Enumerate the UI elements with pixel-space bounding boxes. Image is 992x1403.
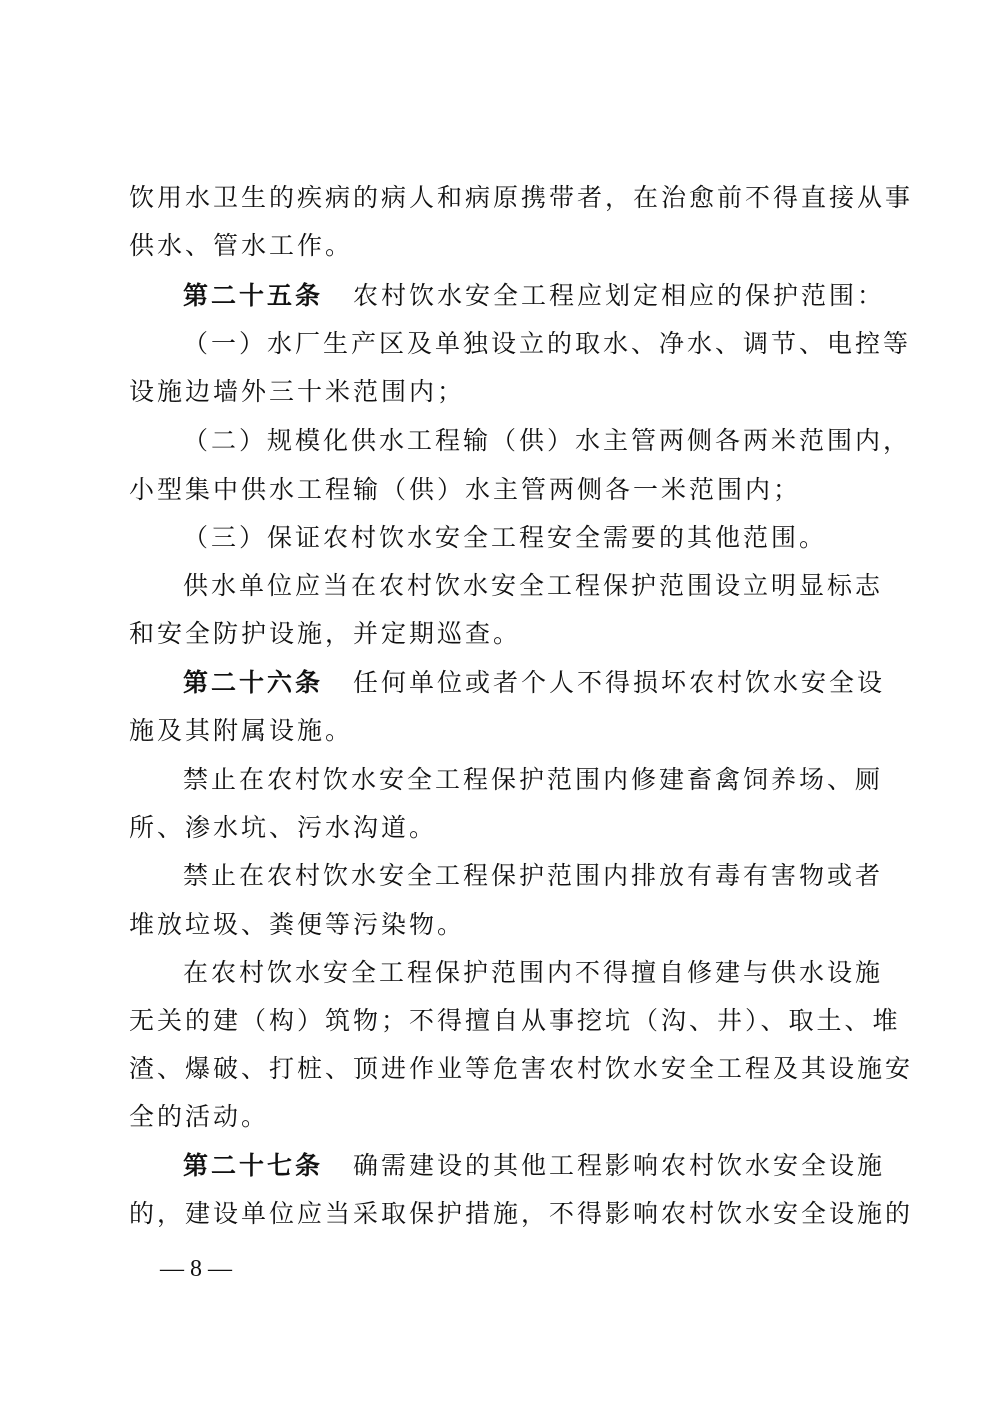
text-line bbox=[183, 760, 884, 800]
line-text: （一）水厂生产区及单独设立的取水、净水、调节、电控等 bbox=[183, 329, 912, 358]
text-line bbox=[129, 1097, 862, 1137]
line-text: （二）规模化供水工程输（供）水主管两侧各两米范围内， bbox=[183, 426, 912, 455]
line-text: 禁止在农村饮水安全工程保护范围内修建畜禽饲养场、厕 bbox=[183, 765, 884, 794]
line-text: 的，建设单位应当采取保护措施，不得影响农村饮水安全设施的 bbox=[129, 1199, 914, 1228]
line-text: 施及其附属设施。 bbox=[129, 716, 354, 745]
text-line bbox=[129, 1001, 901, 1041]
article-26-line bbox=[183, 663, 886, 703]
text-line bbox=[129, 1049, 914, 1089]
line-text: 供水、管水工作。 bbox=[129, 231, 354, 260]
article-heading: 第二十七条 bbox=[183, 1151, 324, 1180]
line-text: 小型集中供水工程输（供）水主管两侧各一米范围内； bbox=[129, 475, 802, 504]
text-line bbox=[129, 1194, 914, 1234]
text-line bbox=[183, 856, 884, 896]
line-text: 农村饮水安全工程应划定相应的保护范围： bbox=[353, 281, 886, 310]
text-line bbox=[129, 808, 862, 848]
text-line bbox=[129, 226, 862, 266]
article-heading: 第二十五条 bbox=[183, 281, 324, 310]
text-line bbox=[129, 372, 862, 412]
text-line bbox=[183, 518, 862, 558]
line-text: 确需建设的其他工程影响农村饮水安全设施 bbox=[353, 1151, 886, 1180]
text-line bbox=[129, 178, 914, 218]
article-heading: 第二十六条 bbox=[183, 668, 324, 697]
line-text: 饮用水卫生的疾病的病人和病原携带者，在治愈前不得直接从事 bbox=[129, 183, 914, 212]
text-line bbox=[129, 711, 862, 751]
line-text: 无关的建（构）筑物；不得擅自从事挖坑（沟、井）、取土、堆 bbox=[129, 1006, 901, 1035]
text-line bbox=[183, 953, 884, 993]
page-number: — 8 — bbox=[160, 1256, 232, 1282]
line-text: 所、渗水坑、污水沟道。 bbox=[129, 813, 438, 842]
line-text: 全的活动。 bbox=[129, 1102, 270, 1131]
line-text: 堆放垃圾、粪便等污染物。 bbox=[129, 910, 466, 939]
article-25-line bbox=[183, 276, 886, 316]
line-text: 任何单位或者个人不得损坏农村饮水安全设 bbox=[353, 668, 886, 697]
line-text: 供水单位应当在农村饮水安全工程保护范围设立明显标志 bbox=[183, 571, 884, 600]
text-line bbox=[183, 324, 912, 364]
text-line bbox=[183, 421, 912, 461]
article-27-line bbox=[183, 1146, 886, 1186]
text-line bbox=[129, 614, 862, 654]
line-text: 渣、爆破、打桩、顶进作业等危害农村饮水安全工程及其设施安 bbox=[129, 1054, 914, 1083]
line-text: 设施边墙外三十米范围内； bbox=[129, 377, 466, 406]
line-text: 和安全防护设施，并定期巡查。 bbox=[129, 619, 522, 648]
line-text: 禁止在农村饮水安全工程保护范围内排放有毒有害物或者 bbox=[183, 861, 884, 890]
text-line bbox=[129, 470, 862, 510]
text-line bbox=[183, 566, 884, 606]
line-text: （三）保证农村饮水安全工程安全需要的其他范围。 bbox=[183, 523, 828, 552]
text-line bbox=[129, 905, 862, 945]
line-text: 在农村饮水安全工程保护范围内不得擅自修建与供水设施 bbox=[183, 958, 884, 987]
